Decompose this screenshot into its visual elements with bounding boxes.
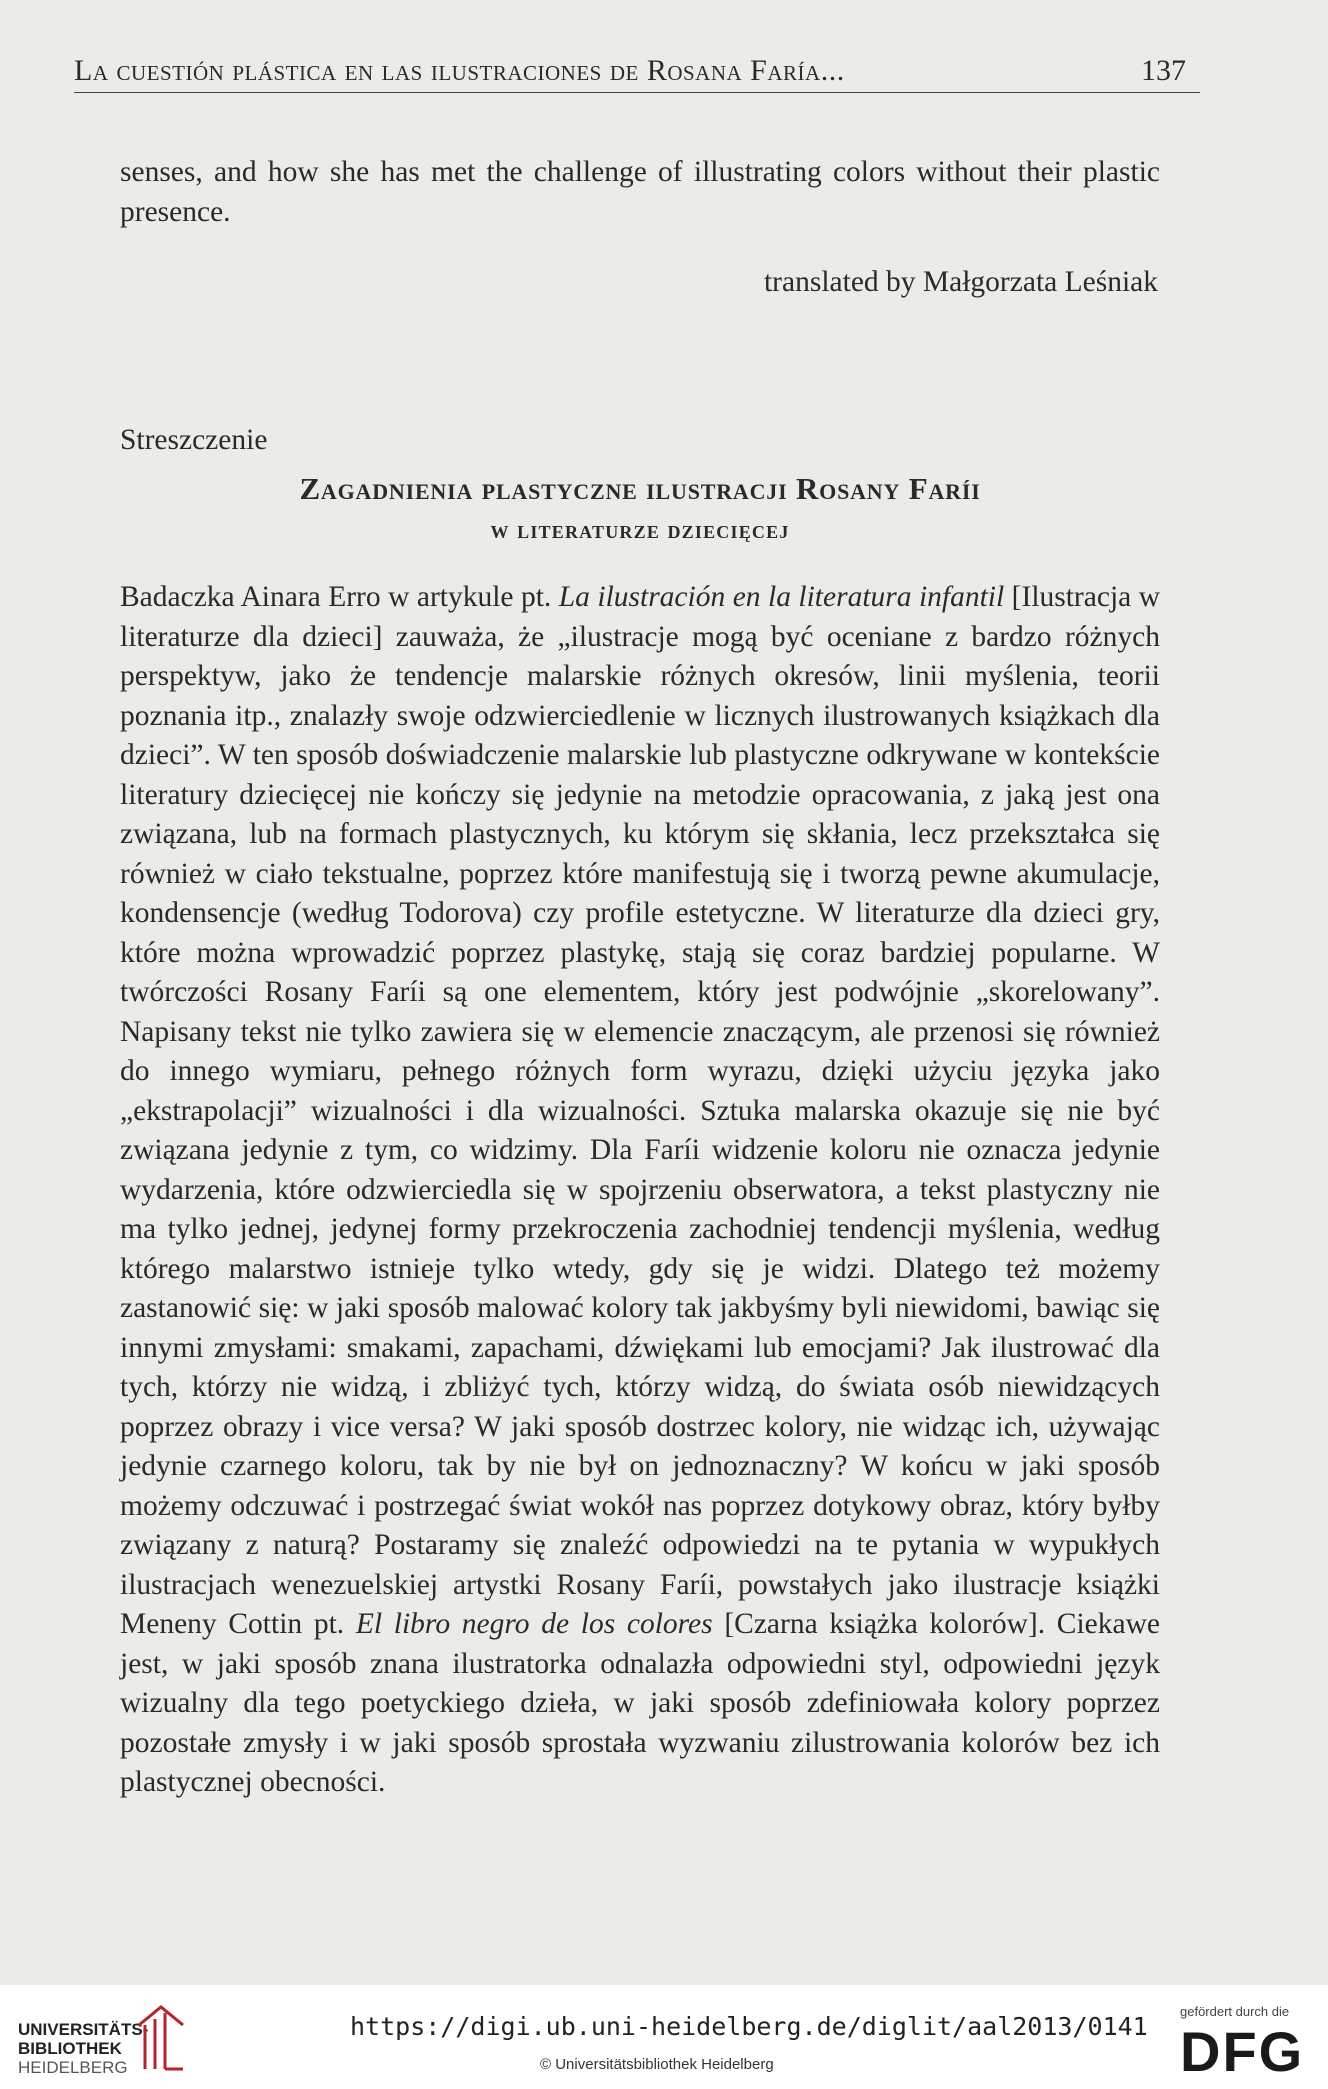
library-name-line-3: HEIDELBERG <box>18 2058 128 2077</box>
cited-title-1: La ilustración en la literatura infantil <box>558 581 1005 613</box>
library-name <box>18 2020 148 2077</box>
copyright-notice: © Universitätsbibliothek Heidelberg <box>540 2056 774 2073</box>
library-logo-icon <box>135 2003 187 2073</box>
page-number: 137 <box>1141 54 1186 87</box>
cited-title-2: El libro negro de los colores <box>355 1608 713 1640</box>
library-name-line-2: BIBLIOTHEK <box>18 2039 122 2058</box>
translator-credit: translated by Małgorzata Leśniak <box>763 266 1158 298</box>
heading-line-2: w literaturze dziecięcej <box>490 517 790 544</box>
abstract-text-3: [Czarna książka kolorów]. Ciekawe jest, w jaki sposób znana ilustratorka odnalazła odpowiedni styl, odpowiedni język wizualny dla tego poetyckiego dzieła, w jaki sposób zdefiniowała kolory poprzez pozostałe zmysły i w jaki sposób sprostała wyzwaniu zilustrowania kolorów bez ich plastycznej obecności. <box>120 1608 1160 1798</box>
abstract-text-2: [Ilustracja w literaturze dla dzieci] zauważa, że „ilustracje mogą być oceniane z bardzo różnych perspektyw, jako że tendencje malarskie różnych okresów, linii myślenia, teorii poznania itp., znalazły swoje odzwierciedlenie w licznych ilustrowanych książkach dla dzieci”. W ten sposób doświadczenie malarskie lub plastyczne odkrywane w kontekście literatury dziecięcej nie kończy się jedynie na metodzie opracowania, z jaką jest ona związana, lub na formach plastycznych, ku którym się skłania, lecz przekształca się również w ciało tekstualne, poprzez które manifestują się i tworzą pewne akumulacje, kondensencje (według Todorova) czy profile estetyczne. W literaturze dla dzieci gry, które można wprowadzić poprzez plastykę, stają się coraz bardziej popularne. W twórczości Rosany Faríi są one elementem, który jest podwójnie „skorelowany”. Napisany tekst nie tylko zawiera się w elemencie znaczącym, ale przenosi się również do innego wymiaru, pełnego różnych form wyrazu, dzięki użyciu języka jako „ekstrapolacji” wizualności i dla wizualności. Sztuka malarska okazuje się nie być związana jedynie z tym, co widzimy. Dla Faríi widzenie koloru nie oznacza jedynie wydarzenia, które odzwierciedla się w spojrzeniu obserwatora, a tekst plastyczny nie ma tylko jednej, jedynej formy przekroczenia zachodniej tendencji myślenia, według którego malarstwo istnieje tylko wtedy, gdy się je widzi. Dlatego też możemy zastanowić się: w jaki sposób malować kolory tak jakbyśmy byli niewidomi, bawiąc się innymi zmysłami: smakami, zapachami, dźwiękami lub emocjami? Jak ilustrować dla tych, którzy nie widzą, i zbliżyć tych, którzy widzą, do świata osób niewidzących poprzez obrazy i vice versa? W jaki sposób dostrzec kolory, nie widząc ich, używając jedynie czarnego koloru, tak by nie był on jednoznaczny? W końcu w jaki sposób możemy odczuwać i postrzegać świat wokół nas poprzez dotykowy obraz, który byłby związany z naturą? Postaramy się znaleźć odpowiedzi na te pytania w wypukłych ilustracjach wenezuelskiej artystki Rosany Faríi, powstałych jako ilustracje książki Meneny Cottin pt. <box>120 581 1161 1640</box>
heading-line-1: Zagadnienia plastyczne ilustracji Rosany Faríi <box>299 471 981 506</box>
paragraph-continued: senses, and how she has met the challenge of illustrating colors without their plastic presence. <box>120 156 1160 228</box>
running-title: La cuestión plástica en las ilustraciones de Rosana Faría... <box>74 54 845 87</box>
source-url-link[interactable]: https://digi.ub.uni-heidelberg.de/diglit/aal2013/0141 <box>350 2012 1148 2041</box>
section-label: Streszczenie <box>120 424 268 456</box>
abstract-text-1: Badaczka Ainara Erro w artykule pt. <box>120 581 559 613</box>
running-head <box>74 52 1200 93</box>
library-name-line-1: UNIVERSITÄTS- <box>18 2020 149 2039</box>
abstract-paragraph <box>120 578 1160 1803</box>
dfg-logo: DFG <box>1180 2020 1305 2083</box>
funder-note: gefördert durch die <box>1180 2004 1290 2019</box>
abstract-heading <box>120 468 1160 552</box>
